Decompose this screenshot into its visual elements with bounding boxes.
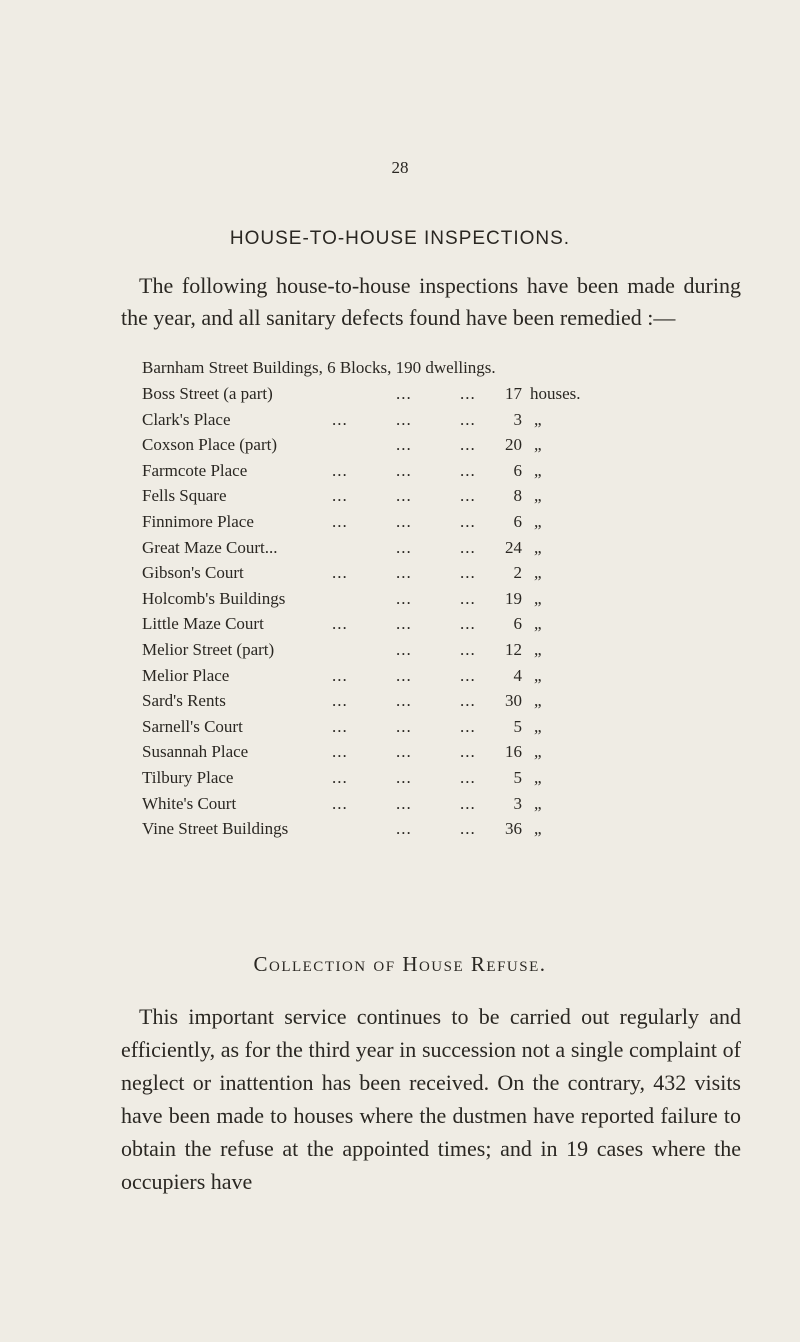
inspection-count: 3 [513,793,522,813]
inspection-row [142,640,662,664]
dot-leader: ... ... [396,435,476,455]
dot-leader: ... ... ... [332,768,476,787]
dot-leader: ... ... ... [332,614,476,634]
inspection-row [142,512,662,536]
inspection-count: 24 [505,537,522,557]
inspection-place: Coxson Place (part) [142,435,278,455]
inspection-row [142,384,662,408]
dot-leader: ... ... [396,819,476,839]
first-entry: Barnham Street Buildings, 6 Blocks, 190 dwellings. [142,358,496,377]
inspection-row [142,486,662,510]
inspection-place: Susannah Place [142,742,249,762]
dot-leader: ... ... [396,588,476,608]
refuse-section-title: Collection of House Refuse. [253,952,547,976]
inspection-row [142,691,662,715]
dot-leader: ... ... ... [332,512,476,531]
inspection-count: 16 [505,742,522,762]
inspection-count: 30 [505,691,522,711]
inspection-place: Sard's Rents [142,691,226,711]
dot-leader: ... ... ... [332,691,476,711]
dot-leader: ... ... [396,640,476,659]
inspection-place: Farmcote Place [142,460,248,480]
dot-leader: ... ... [396,384,476,403]
dot-leader: ... ... ... [332,460,476,480]
inspection-unit: „ [534,665,542,685]
refuse-paragraph: This important service continues to be carried out regularly and efficiently, as for the third year in succession not a single complaint of neglect or inattention has been received. On the contrary, 432 visits have been made to houses where the dustmen have reported failure to obtain the refuse at the appointed times; and in 19 cases where the occupiers have [121,1004,741,1194]
inspection-count: 3 [513,409,522,429]
inspection-row [142,589,662,613]
inspection-unit: houses. [530,384,581,403]
inspection-row [142,742,662,766]
inspection-unit: „ [534,819,542,839]
inspection-place: Tilbury Place [142,768,234,787]
inspection-unit: „ [534,614,542,634]
inspection-unit: „ [534,588,542,608]
inspection-count: 19 [505,588,522,608]
inspection-unit: „ [534,768,542,787]
inspection-place: Holcomb's Buildings [142,588,286,608]
inspection-count: 17 [505,384,522,403]
inspection-unit: „ [534,691,542,711]
dot-leader: ... ... [396,537,476,557]
inspection-count: 6 [513,512,522,531]
inspection-place: Vine Street Buildings [142,819,289,839]
inspection-count: 6 [513,460,522,480]
inspection-row [142,794,662,818]
section-heading: HOUSE-TO-HOUSE INSPECTIONS. [229,228,571,249]
inspection-unit: „ [534,640,542,659]
inspection-place: Boss Street (a part) [142,384,273,403]
inspection-place: Melior Street (part) [142,640,275,659]
inspection-count: 12 [505,640,522,659]
page-number: 28 [391,158,409,177]
dot-leader: ... ... ... [332,716,476,736]
inspection-unit: „ [534,563,542,583]
inspection-row [142,410,662,434]
inspection-row [142,717,662,741]
inspection-place: Little Maze Court [142,614,264,634]
inspection-unit: „ [534,742,542,762]
inspection-row [142,563,662,587]
inspection-place: Clark's Place [142,409,231,429]
inspection-count: 20 [505,435,522,455]
inspection-place: Melior Place [142,665,230,685]
inspection-unit: „ [534,512,542,531]
inspection-row [142,768,662,792]
inspection-count: 6 [513,614,522,634]
inspection-place: Great Maze Court... [142,537,278,557]
inspection-place: White's Court [142,793,237,813]
inspection-row [142,819,662,843]
inspection-count: 4 [513,665,522,685]
inspection-row [142,435,662,459]
inspection-place: Finnimore Place [142,512,254,531]
inspection-place: Gibson's Court [142,563,244,583]
dot-leader: ... ... ... [332,665,476,685]
dot-leader: ... ... ... [332,563,476,583]
inspection-unit: „ [534,409,542,429]
inspection-row [142,614,662,638]
inspection-row [142,538,662,562]
inspection-count: 8 [513,486,522,506]
inspection-count: 2 [513,563,522,583]
dot-leader: ... ... ... [332,793,476,813]
inspection-row [142,666,662,690]
inspection-count: 5 [513,716,522,736]
inspection-unit: „ [534,435,542,455]
inspection-place: Fells Square [142,486,227,506]
dot-leader: ... ... ... [332,486,476,506]
inspection-count: 36 [505,819,522,839]
inspection-unit: „ [534,537,542,557]
inspection-unit: „ [534,793,542,813]
inspection-count: 5 [513,768,522,787]
dot-leader: ... ... ... [332,409,476,429]
inspection-row [142,461,662,485]
dot-leader: ... ... ... [332,742,476,762]
inspection-unit: „ [534,486,542,506]
intro-paragraph: The following house-to-house inspections have been made during the year, and all sanitary defects found have been remedied :— [121,273,741,330]
inspection-place: Sarnell's Court [142,716,243,736]
inspection-unit: „ [534,460,542,480]
inspection-unit: „ [534,716,542,736]
